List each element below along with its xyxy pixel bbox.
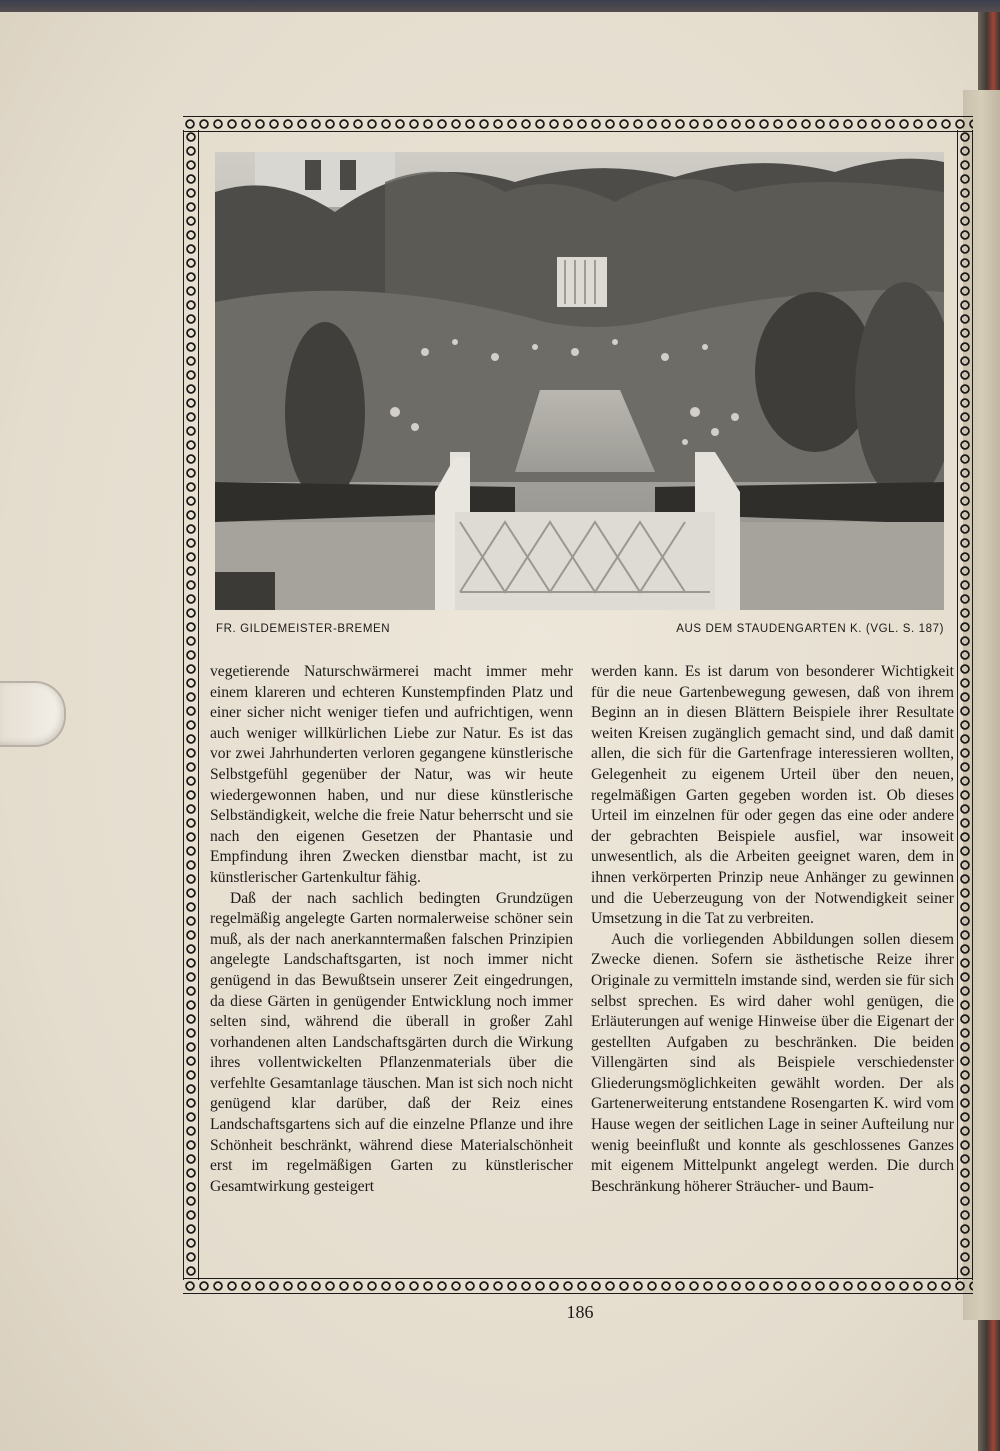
text-column-right: [591, 662, 954, 1197]
caption-author: FR. GILDEMEISTER-BREMEN: [216, 623, 391, 635]
page-clip: [0, 681, 66, 747]
page-number: 186: [566, 1302, 594, 1322]
caption-title: AUS DEM STAUDENGARTEN K. (VGL. S. 187): [676, 623, 944, 635]
paragraph: vegetierende Naturschwärmerei macht immer mehr einem klareren und echteren Kunstempfinden Platz und einer sicher nicht weniger tiefen und aufrichtigen, wenn auch weniger willkürlichen Liebe zur Natur. Es ist das vor zwei Jahrhunderten verloren gegangene künstlerische Selbstgefühl gegenüber der Natur, was wir heute wiedergewonnen haben, und nur diese künstlerische Selbständigkeit, welche die freie Natur beherrscht und sie nach den eigenen Gesetzen der Phantasie und Empfindung ihren Zwecken dienstbar macht, ist zu künstlerischer Gartenkultur fähig.: [210, 663, 573, 886]
border-top: [183, 116, 973, 132]
border-right: [957, 130, 973, 1280]
paragraph: Auch die vorliegenden Abbildungen sollen diesem Zwecke dienen. Sofern sie ästhetische Reize ihrer Originale zu vermitteln imstande sind, werden sie für sich selbst sprechen. Es wird daher wohl genügen, die Erläuterungen auf wenige Hinweise über die Eigenart der gestellten Aufgaben zu beschränken. Die beiden Villengärten sind als Beispiele verschiedenster Gliederungsmöglichkeiten gewählt worden. Der als Gartenerweiterung entstandene Rosengarten K. wird vom Hause wegen der seitlichen Lage in seiner Aufteilung nur wenig beeinflußt und konnte als geschlossenes Ganzes mit eigenem Mittelpunkt angelegt werden. Die durch Beschränkung höherer Sträucher- und Baum-: [591, 930, 954, 1195]
text-column-left: [210, 662, 573, 1197]
paragraph: werden kann. Es ist darum von besonderer Wichtigkeit für die neue Gartenbewegung gewesen, daß von ihrem Beginn an in diesen Blättern Beispiele ihrer Resultate weiten Kreisen zugänglich gemacht sind, und daß damit allen, die sich für die Gartenfrage interessieren wollten, Gelegenheit zu eigenem Urteil über den neuen, regelmäßigen Garten gegeben worden ist. Ob dieses Urteil im einzelnen für oder gegen das eine oder andere der gebrachten Beispiele ausfiel, war insoweit unwesentlich, als die Arbeiten geeignet waren, dem in ihnen verkörperten Prinzip neue Anhänger zu gewinnen und die Ueberzeugung von der Notwendigkeit seiner Umsetzung in die Tat zu verbreiten.: [591, 663, 954, 928]
paragraph: Daß der nach sachlich bedingten Grundzügen regelmäßig angelegte Garten normalerweise schöner sein muß, als der nach anerkanntermaßen falschen Prinzipien angelegte Landschaftsgarten, ist noch immer nicht genügend in das Bewußtsein unserer Zeit eingedrungen, da diese Gärten in genügender Entwicklung noch immer selten sind, während die überall in großer Zahl vorhandenen alten Landschaftsgärten durch die Wirkung ihres vollentwickelten Pflanzenmaterials über die verfehlte Gesamtanlage täuschen. Man ist sich noch nicht genügend klar darüber, daß der Reiz eines Landschaftsgartens sich auf die einzelne Pflanze und ihre Schönheit beschränkt, während diese Materialschönheit erst im regelmäßigen Garten zu künstlerischer Gesamtwirkung gesteigert: [210, 889, 573, 1195]
border-left: [183, 130, 199, 1280]
garden-photo: [215, 152, 944, 610]
border-bottom: [183, 1278, 973, 1294]
